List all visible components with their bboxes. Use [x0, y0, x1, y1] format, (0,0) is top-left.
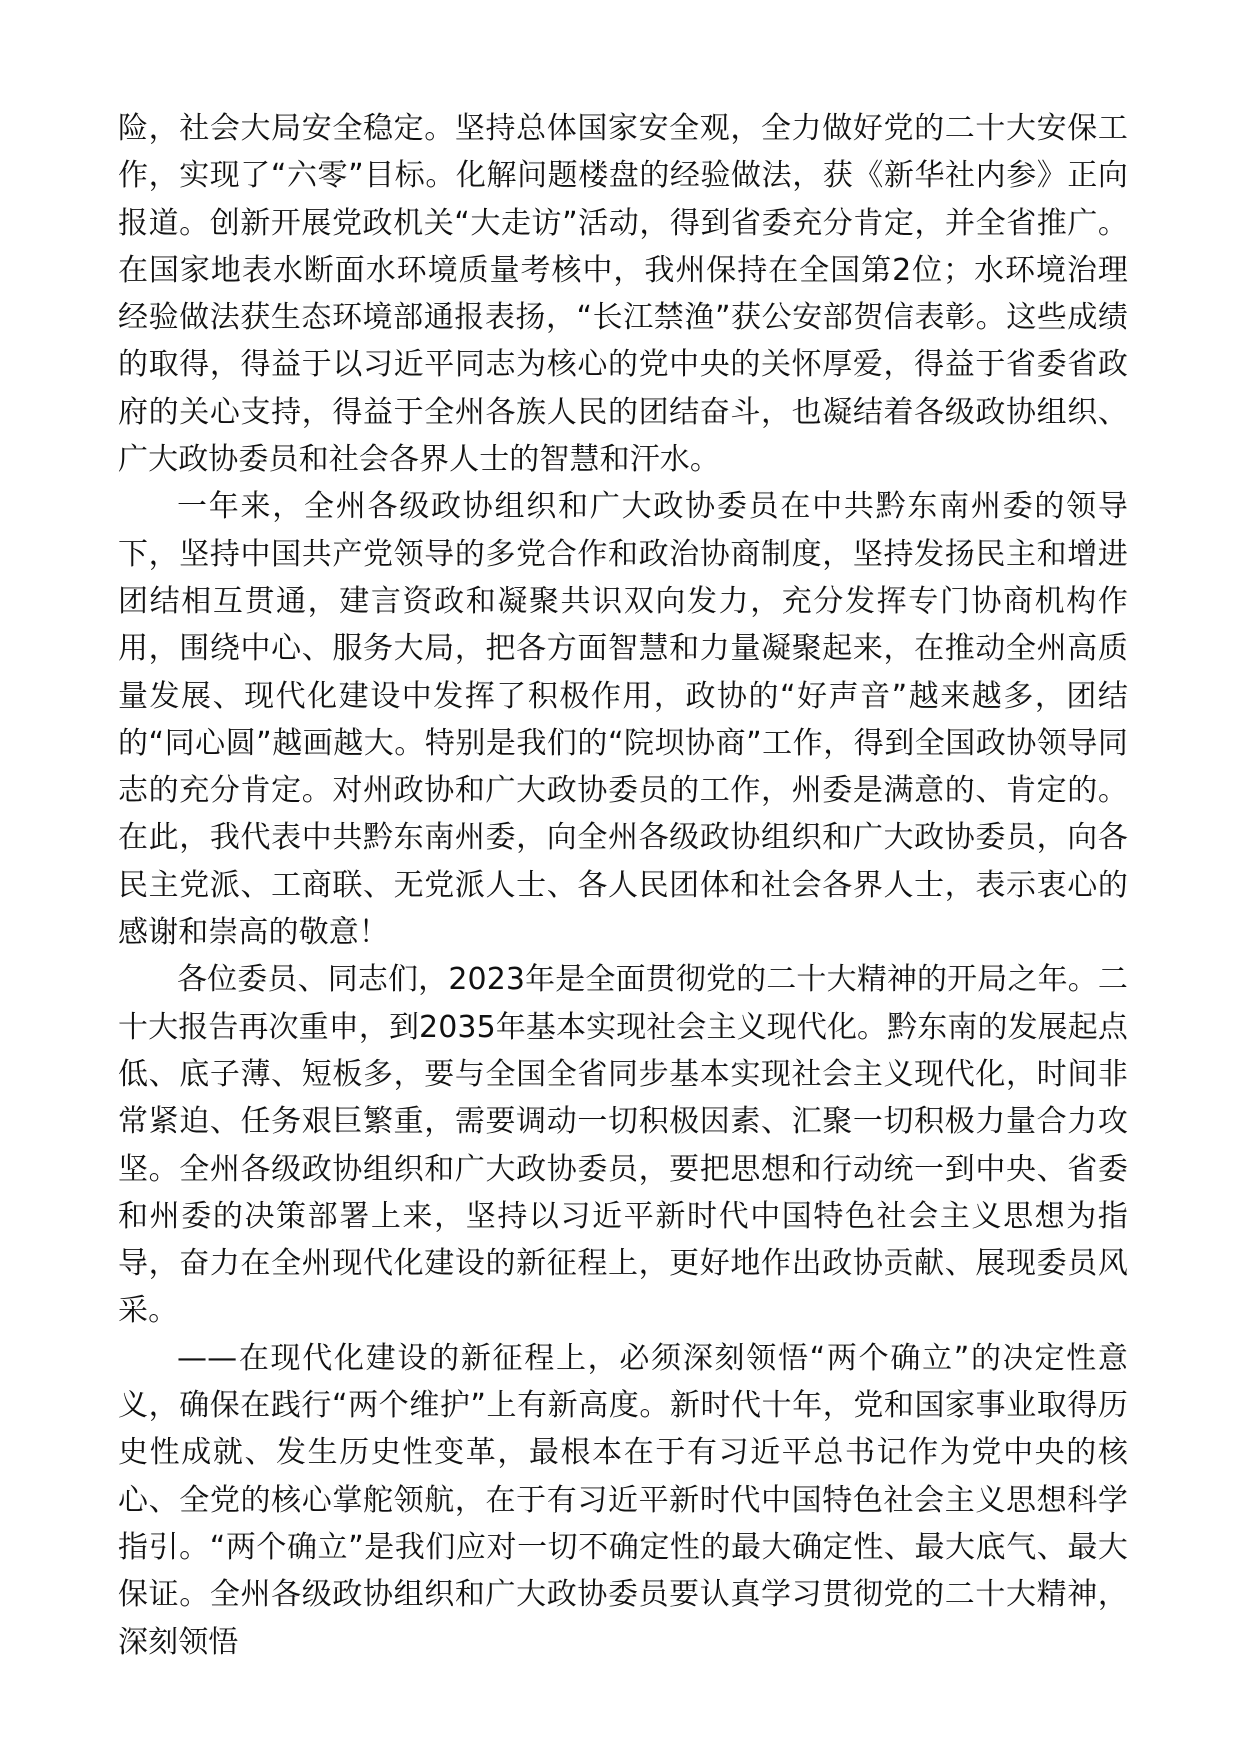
document-page: [118, 105, 1128, 1666]
paragraph-continuation: 险，社会大局安全稳定。坚持总体国家安全观，全力做好党的二十大安保工作，实现了“六零”目标。化解问题楼盘的经验做法，获《新华社内参》正向报道。创新开展党政机关“大走访”活动，得到省委充分肯定，并全省推广。在国家地表水断面水环境质量考核中，我州保持在全国第2位；水环境治理经验做法获生态环境部通报表扬，“长江禁渔”获公安部贺信表彰。这些成绩的取得，得益于以习近平同志为核心的党中央的关怀厚爱，得益于省委省政府的关心支持，得益于全州各族人民的团结奋斗，也凝结着各级政协组织、广大政协委员和社会各界人士的智慧和汗水。: [118, 111, 1128, 478]
paragraph-2023-outlook: 各位委员、同志们，2023年是全面贯彻党的二十大精神的开局之年。二十大报告再次重申，到2035年基本实现社会主义现代化。黔东南的发展起点低、底子薄、短板多，要与全国全省同步基本实现社会主义现代化，时间非常紧迫、任务艰巨繁重，需要调动一切积极因素、汇聚一切积极力量合力攻坚。全州各级政协组织和广大政协委员，要把思想和行动统一到中央、省委和州委的决策部署上来，坚持以习近平新时代中国特色社会主义思想为指导，奋力在全州现代化建设的新征程上，更好地作出政协贡献、展现委员风采。: [118, 962, 1128, 1329]
paragraph-two-establishments: ——在现代化建设的新征程上，必须深刻领悟“两个确立”的决定性意义，确保在践行“两个维护”上有新高度。新时代十年，党和国家事业取得历史性成就、发生历史性变革，最根本在于有习近平总书记作为党中央的核心、全党的核心掌舵领航，在于有习近平新时代中国特色社会主义思想科学指引。“两个确立”是我们应对一切不确定性的最大确定性、最大底气、最大保证。全州各级政协组织和广大政协委员要认真学习贯彻党的二十大精神，深刻领悟: [118, 1340, 1128, 1660]
paragraph-year-review: 一年来，全州各级政协组织和广大政协委员在中共黔东南州委的领导下，坚持中国共产党领导的多党合作和政治协商制度，坚持发扬民主和增进团结相互贯通，建言资政和凝聚共识双向发力，充分发挥专门协商机构作用，围绕中心、服务大局，把各方面智慧和力量凝聚起来，在推动全州高质量发展、现代化建设中发挥了积极作用，政协的“好声音”越来越多，团结的“同心圆”越画越大。特别是我们的“院坝协商”工作，得到全国政协领导同志的充分肯定。对州政协和广大政协委员的工作，州委是满意的、肯定的。在此，我代表中共黔东南州委，向全州各级政协组织和广大政协委员，向各民主党派、工商联、无党派人士、各人民团体和社会各界人士，表示衷心的感谢和崇高的敬意！: [118, 489, 1128, 951]
